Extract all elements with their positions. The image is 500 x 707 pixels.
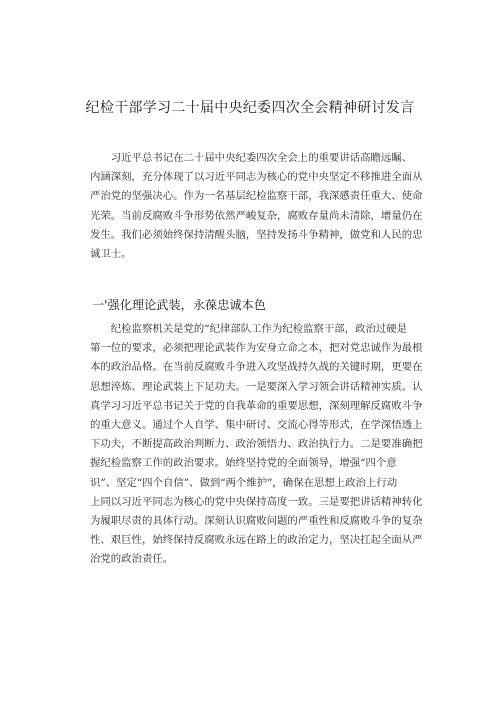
intro-line: 内涵深刻，充分体现了以习近平同志为核心的党中央坚定不移推进全面从 (90, 171, 423, 184)
intro-line: 诚卫士。 (90, 247, 132, 260)
intro-paragraph (90, 149, 435, 264)
section-line: 握纪检监察工作的政治要求。始终坚持党的全面领导，增强“四个意 (90, 457, 397, 470)
intro-line: 习近平总书记在二十届中央纪委四次全会上的重要讲话高瞻远瞩、 (90, 152, 413, 164)
section-line: 识”、坚定“四个自信”、做到“两个维护”，确保在思想上政治上行动 (90, 476, 398, 489)
section-line: 第一位的要求，必须把理论武装作为安身立命之本，把对党忠诚作为最根 (90, 342, 423, 355)
section-heading: 一'强化理论武装，永葆忠诚本色 (92, 298, 266, 312)
section-line: 本的政治品格。在当前反腐败斗争进入攻坚战持久战的关键时期，更要在 (90, 361, 423, 374)
section-line: 上同以习近平同志为核心的党中央保持高度一致。三是要把讲话精神转化 (90, 495, 423, 508)
section-line: 纪检监察机关是党的“纪律部队工作为纪检监察干部，政治过硬是 (90, 323, 408, 335)
section-line: 真学习习近平总书记关于党的自我革命的重要思想，深刻理解反腐败斗争 (90, 399, 423, 412)
section-line: 下功夫，不断提高政治判断力、政治领悟力、政治执行力。二是要准确把 (90, 438, 423, 451)
document-title: 纪检干部学习二十届中央纪委四次全会精神研讨发言 (85, 100, 415, 116)
section-line: 性、艰巨性，始终保持反腐败永远在路上的政治定力，坚决扛起全面从严 (90, 534, 423, 547)
section-line: 思想淬炼、理论武装上下足功夫。一是要深入学习领会讲话精神实质。认 (90, 380, 423, 393)
section-line: 治党的政治责任。 (90, 553, 174, 566)
intro-line: 发生。我们必须始终保持清醒头脑，坚持发扬斗争精神，做党和人民的忠 (90, 228, 423, 241)
section-paragraph (90, 320, 435, 569)
section-line: 的重大意义。通过个人自学、集中研讨、交流心得等形式，在学深悟透上 (90, 418, 423, 431)
intro-line: 光荣。当前反腐败斗争形势依然严峻复杂，腐败存量尚未清除，增量仍在 (90, 209, 423, 222)
section-line: 为履职尽责的具体行动。深刻认识腐败问题的严重性和反腐败斗争的复杂 (90, 514, 423, 527)
intro-line: 严治党的坚强决心。作为一名基层纪检监察干部，我深感责任重大、使命 (90, 190, 423, 203)
